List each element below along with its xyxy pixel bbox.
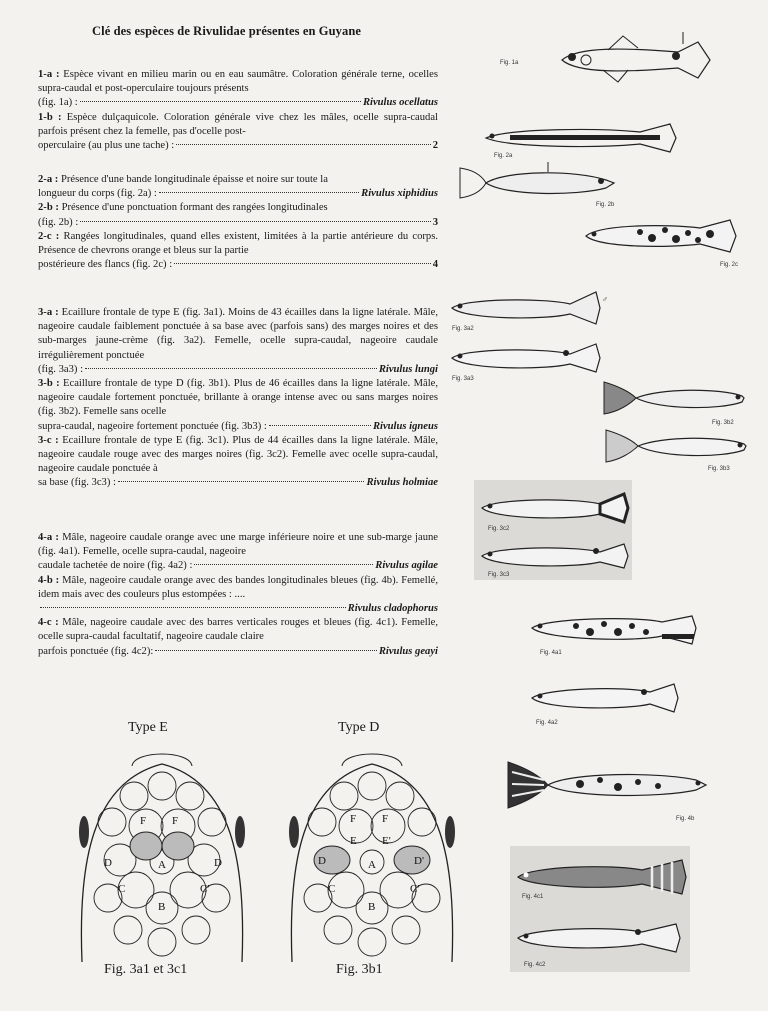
- key-entry-label: 2-a :: [38, 174, 59, 185]
- key-entry-text: Mâle, nageoire caudale avec des barres verticales rouges et bleues (fig. 4c1). Femelle, ocelle supra-caudal facultatif, nageoire caudale claire: [38, 617, 439, 643]
- key-entry-result-row: [38, 363, 438, 377]
- svg-text:D': D': [414, 855, 424, 867]
- svg-text:E: E: [350, 835, 357, 847]
- svg-text:D: D: [318, 855, 326, 867]
- svg-text:C': C': [200, 883, 210, 895]
- key-entry: [38, 377, 438, 420]
- key-entry-label: 3-b :: [38, 378, 60, 390]
- svg-text:A: A: [368, 859, 376, 871]
- key-entry-end: operculaire (au plus une tache) :: [38, 140, 175, 152]
- fish-figure-2a: [480, 118, 680, 158]
- key-entry-end: sa base (fig. 3c3) :: [38, 477, 116, 489]
- fig-2b-label: Fig. 2b: [596, 202, 615, 208]
- key-entry: [38, 574, 438, 602]
- leader-dots: [80, 221, 430, 222]
- key-entry-label: 1-b :: [38, 111, 62, 123]
- key-entry-end: postérieure des flancs (fig. 2c) :: [38, 259, 173, 271]
- svg-text:A: A: [158, 859, 166, 871]
- key-entry: [38, 111, 438, 139]
- fig-4a1-label: Fig. 4a1: [540, 650, 562, 656]
- key-entry-label: 2-c :: [38, 230, 60, 242]
- fig-4c2-label: Fig. 4c2: [524, 962, 546, 968]
- leader-dots: [159, 192, 359, 193]
- head-scale-diagram-type-d: [282, 742, 462, 962]
- key-entry-text: Espèce vivant en milieu marin ou en eau saumâtre. Coloration générale terne, ocelles supra-caudal et post-operculaire toujours présents: [38, 69, 438, 95]
- key-entry-label: 1-a :: [38, 69, 60, 80]
- key-entry-label: 2-b :: [38, 202, 59, 214]
- key-entry: [38, 531, 438, 559]
- key-entry-result: Rivulus xiphidius: [361, 188, 438, 200]
- svg-text:C': C': [410, 883, 420, 895]
- fig-3c2-label: Fig. 3c2: [488, 526, 510, 532]
- fish-figure-4a1: [526, 604, 716, 652]
- key-entry-result: 4: [432, 259, 438, 271]
- key-entry: [38, 173, 438, 187]
- key-entry-end: parfois ponctuée (fig. 4c2):: [38, 645, 154, 657]
- fig-3a2-label: Fig. 3a2: [452, 326, 474, 332]
- key-entry-end: supra-caudal, nageoire fortement ponctuée (fig. 3b3) :: [38, 420, 267, 432]
- fish-figure-4b: [500, 756, 715, 814]
- svg-text:B: B: [158, 901, 166, 913]
- leader-dots: [118, 481, 365, 482]
- type-d-label: Type D: [338, 720, 380, 735]
- svg-text:D: D: [214, 857, 222, 869]
- svg-text:F: F: [350, 813, 357, 825]
- key-entry-result-row: [38, 602, 438, 616]
- leader-dots: [269, 425, 371, 426]
- svg-text:F: F: [172, 815, 179, 827]
- leader-dots: [155, 650, 377, 651]
- key-entry-end: (fig. 1a) :: [38, 97, 78, 109]
- key-entry: [38, 68, 438, 96]
- fish-figure-4c2: [512, 914, 692, 962]
- leader-dots: [194, 564, 373, 565]
- key-entry-label: 3-a :: [38, 307, 59, 318]
- key-entry-text: Ecaillure frontale de type E (fig. 3a1). Moins de 43 écailles dans la ligne latérale. Mâle, nageoire caudale faiblement ponctuée à sa base avec (parfois sans) des marges noires et des sub-marges jaune-crème (fig. 3a2). Femelle, ocelle supra-caudal, nageoire caudale irrégulièrement ponctuée: [38, 307, 438, 361]
- fish-figure-2b: [456, 158, 621, 208]
- fig-3b3-label: Fig. 3b3: [708, 466, 730, 472]
- fish-figure-2c: [580, 212, 740, 260]
- key-entry-result: Rivulus ocellatus: [362, 97, 438, 109]
- key-entry-result: Rivulus igneus: [372, 420, 438, 432]
- key-entry-text: Rangées longitudinales, quand elles existent, limitées à la partie antérieure du corps. Présence de chevrons orange et bleus sur la partie: [38, 230, 438, 257]
- key-entry-result-row: [38, 645, 438, 659]
- type-e-label: Type E: [128, 720, 168, 735]
- key-entry-result-row: [38, 258, 438, 272]
- leader-dots: [174, 263, 431, 264]
- svg-text:F: F: [140, 815, 147, 827]
- key-entry-end: longueur du corps (fig. 2a) :: [38, 188, 157, 200]
- fig-2c-label: Fig. 2c: [720, 262, 739, 268]
- key-entry-label: 4-a :: [38, 532, 59, 543]
- key-entry-text: Mâle, nageoire caudale orange avec une marge inférieure noire et une sub-marge jaune (fig. 4a1). Femelle, ocelle supra-caudal, nageoire: [38, 532, 438, 558]
- key-entry-result-row: [38, 216, 438, 230]
- svg-text:C: C: [118, 883, 126, 895]
- caption-type-d: Fig. 3b1: [336, 962, 383, 977]
- fish-figure-3b2: [600, 376, 750, 420]
- key-entry-result-row: [38, 187, 438, 201]
- fig-4c1-label: Fig. 4c1: [522, 894, 544, 900]
- fish-figure-1a: [548, 30, 728, 90]
- leader-dots: [80, 101, 361, 102]
- fig-4a2-label: Fig. 4a2: [536, 720, 558, 726]
- key-entry-result: 3: [432, 216, 438, 228]
- key-entry: [38, 201, 438, 215]
- fish-figure-3a3: [446, 336, 606, 380]
- key-entry-text: Ecaillure frontale de type D (fig. 3b1). Plus de 46 écailles dans la ligne latérale. Mâle, nageoire caudale fortement ponctuée, brillante à orange intense avec ou sans marges noires (fig. 3b2). Femelle sans ocelle: [38, 378, 438, 418]
- key-entry-result-row: [38, 139, 438, 153]
- fish-figure-4a2: [526, 674, 696, 722]
- key-section-2: [38, 173, 438, 272]
- fig-3b2-label: Fig. 3b2: [712, 420, 734, 426]
- fig-3a3-label: Fig. 3a3: [452, 376, 474, 382]
- key-entry-text: Mâle, nageoire caudale orange avec des bandes longitudinales bleues (fig. 4b). Femellé, idem mais avec des couleurs plus estompées : ....: [38, 574, 438, 600]
- key-entry-label: 3-c :: [38, 434, 59, 446]
- svg-text:D: D: [104, 857, 112, 869]
- key-section-4: [38, 531, 438, 659]
- leader-dots: [85, 368, 377, 369]
- fish-figure-3a2: [446, 286, 606, 330]
- key-entry-result-row: [38, 476, 438, 490]
- key-entry-result: Rivulus lungi: [378, 363, 438, 375]
- key-entry-result-row: [38, 420, 438, 434]
- key-entry-result-row: [38, 559, 438, 573]
- fish-figure-3c2: [476, 486, 632, 530]
- key-entry-result: Rivulus cladophorus: [347, 603, 438, 615]
- key-entry-text: Espèce dulçaquicole. Coloration générale vive chez les mâles, ocelle supra-caudal parfois présent chez la femelle, pas d'ocelle post-: [38, 111, 438, 137]
- svg-text:F: F: [382, 813, 389, 825]
- key-entry-text: Ecaillure frontale de type E (fig. 3c1). Plus de 44 écailles dans la ligne latérale. Mâle, nageoire caudale rouge avec des marges noires (fig. 3c2). Femelle avec ocelle supra-caudal, nageoire caudale ponctuée à: [38, 434, 438, 475]
- key-entry-label: 4-b :: [38, 574, 60, 586]
- male-symbol: ♂: [602, 295, 608, 304]
- leader-dots: [40, 607, 346, 608]
- key-entry: [38, 306, 438, 363]
- key-entry-result: Rivulus agilae: [375, 560, 438, 572]
- key-entry: [38, 434, 438, 477]
- fig-4b-label: Fig. 4b: [676, 816, 695, 822]
- key-entry-end: (fig. 2b) :: [38, 216, 79, 228]
- fig-1a-label: Fig. 1a: [500, 60, 519, 66]
- key-entry-label: 4-c :: [38, 617, 59, 629]
- key-entry-text: Présence d'une bande longitudinale épaisse et noire sur toute la: [60, 174, 328, 185]
- key-entry-result-row: [38, 96, 438, 110]
- key-entry: [38, 616, 438, 644]
- key-section-3: [38, 306, 438, 491]
- svg-text:C: C: [328, 883, 336, 895]
- svg-text:E': E': [382, 835, 391, 847]
- fig-2a-label: Fig. 2a: [494, 153, 513, 159]
- key-entry-result: Rivulus geayi: [378, 645, 438, 657]
- leader-dots: [176, 144, 431, 145]
- svg-text:B: B: [368, 901, 376, 913]
- head-scale-diagram-type-e: [72, 742, 252, 962]
- fish-figure-3b3: [602, 424, 752, 468]
- page-title: Clé des espèces de Rivulidae présentes en Guyane: [92, 24, 362, 38]
- key-entry-end: caudale tachetée de noire (fig. 4a2) :: [38, 560, 193, 572]
- key-entry-result: Rivulus holmiae: [366, 477, 438, 489]
- key-entry-text: Présence d'une ponctuation formant des rangées longitudinales: [61, 202, 328, 214]
- key-entry-end: (fig. 3a3) :: [38, 363, 84, 375]
- fig-3c3-label: Fig. 3c3: [488, 572, 510, 578]
- key-entry: [38, 230, 438, 258]
- key-section-1: [38, 68, 438, 153]
- caption-type-e: Fig. 3a1 et 3c1: [104, 962, 188, 977]
- key-entry-result: 2: [432, 140, 438, 152]
